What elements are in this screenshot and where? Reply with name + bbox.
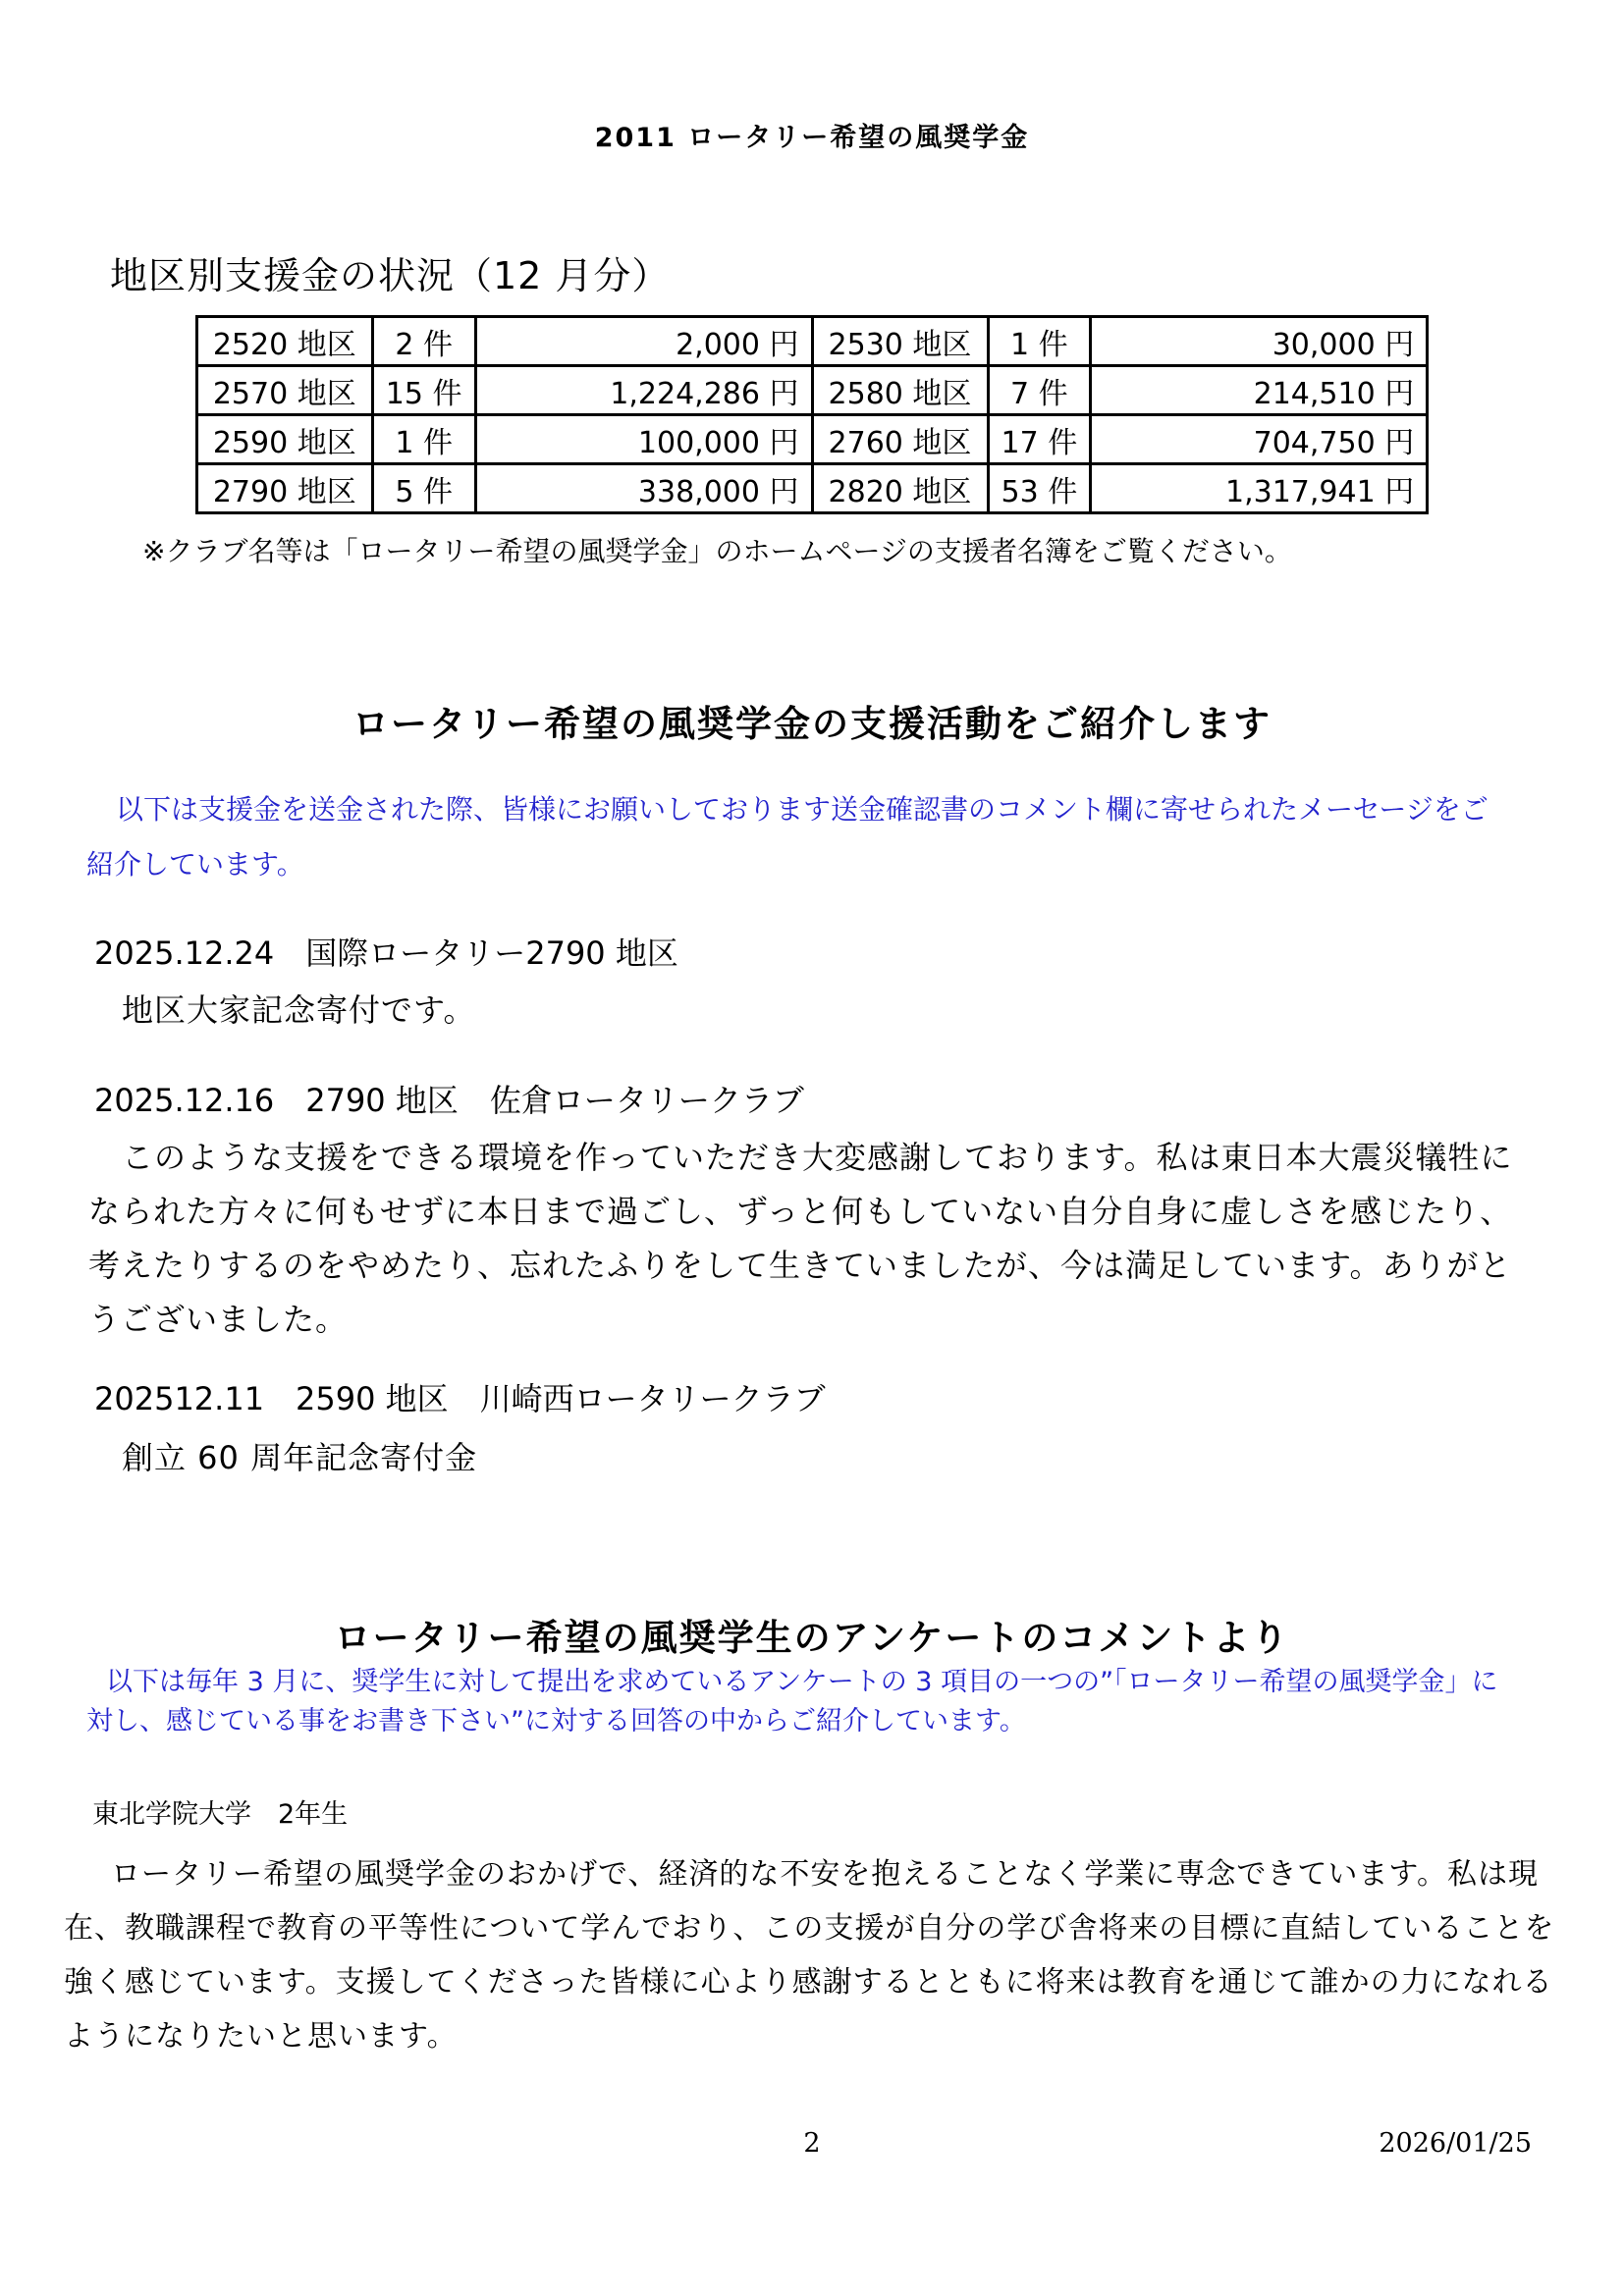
district-cell: 2760 地区 [812, 415, 988, 464]
survey-comments-heading: ロータリー希望の風奨学生のアンケートのコメントより [334, 1617, 1290, 1659]
count-cell: 1 件 [372, 415, 475, 464]
district-cell: 2590 地区 [196, 415, 372, 464]
count-cell: 7 件 [988, 366, 1091, 415]
student-comment-author: 東北学院大学 2年生 [92, 1799, 349, 1830]
table-row [196, 317, 1427, 366]
district-cell: 2530 地区 [812, 317, 988, 366]
table-row [196, 366, 1427, 415]
district-support-table [195, 315, 1429, 514]
donation-entry-body: このような支援をできる環境を作っていただき大変感謝しております。私は東日本大震災犠牲になられた方々に何もせずに本日まで過ごし、ずっと何もしていない自分自身に虚しさを感じたり、考えたりするのをやめたり、忘れたふりをして生きていましたが、今は満足しています。ありがとうございました。 [88, 1139, 1513, 1338]
footer-date: 2026/01/25 [1379, 2128, 1532, 2159]
support-table-title: 地区別支援金の状況（12 月分） [110, 254, 671, 297]
table-row [196, 415, 1427, 464]
amount-cell: 1,224,286 円 [475, 366, 812, 415]
district-cell: 2820 地区 [812, 464, 988, 513]
district-cell: 2570 地区 [196, 366, 372, 415]
amount-cell: 100,000 円 [475, 415, 812, 464]
survey-comments-intro: 以下は毎年 3 月に、奨学生に対して提出を求めているアンケートの 3 項目の一つの”「ロータリー希望の風奨学金」に対し、感じている事をお書き下さい”に対する回答の中からご紹介しています。 [86, 1667, 1498, 1736]
count-cell: 53 件 [988, 464, 1091, 513]
count-cell: 2 件 [372, 317, 475, 366]
count-cell: 5 件 [372, 464, 475, 513]
amount-cell: 214,510 円 [1091, 366, 1428, 415]
donation-entry-header: 2025.12.16 2790 地区 佐倉ロータリークラブ [94, 1082, 804, 1119]
count-cell: 17 件 [988, 415, 1091, 464]
donation-entry-body: 創立 60 周年記念寄付金 [122, 1439, 478, 1476]
amount-cell: 30,000 円 [1091, 317, 1428, 366]
amount-cell: 2,000 円 [475, 317, 812, 366]
donation-entry-header: 202512.11 2590 地区 川崎西ロータリークラブ [94, 1380, 826, 1417]
donation-entry-body: 地区大家記念寄付です。 [122, 991, 476, 1029]
support-table-note: ※クラブ名等は「ロータリー希望の風奨学金」のホームページの支援者名簿をご覧ください。 [142, 535, 1292, 567]
table-row [196, 464, 1427, 513]
count-cell: 15 件 [372, 366, 475, 415]
district-cell: 2520 地区 [196, 317, 372, 366]
count-cell: 1 件 [988, 317, 1091, 366]
document-title: 2011 ロータリー希望の風奨学金 [594, 123, 1030, 153]
student-comment-body: ロータリー希望の風奨学金のおかげで、経済的な不安を抱えることなく学業に専念できています。私は現在、教職課程で教育の平等性について学んでおり、この支援が自分の学び舎将来の目標に直結していることを強く感じています。支援してくださった皆様に心より感謝するとともに将来は教育を通じて誰かの力になれるようになりたいと思います。 [64, 1857, 1555, 2054]
amount-cell: 704,750 円 [1091, 415, 1428, 464]
district-cell: 2790 地区 [196, 464, 372, 513]
footer-page-number: 2 [803, 2128, 821, 2159]
amount-cell: 1,317,941 円 [1091, 464, 1428, 513]
donation-entry-header: 2025.12.24 国際ロータリー2790 地区 [94, 934, 678, 972]
support-activities-heading: ロータリー希望の風奨学金の支援活動をご紹介します [352, 703, 1272, 745]
support-status-section [0, 245, 1624, 569]
district-cell: 2580 地区 [812, 366, 988, 415]
support-activities-intro: 以下は支援金を送金された際、皆様にお願いしております送金確認書のコメント欄に寄せられたメーセージをご紹介しています。 [86, 793, 1489, 881]
amount-cell: 338,000 円 [475, 464, 812, 513]
